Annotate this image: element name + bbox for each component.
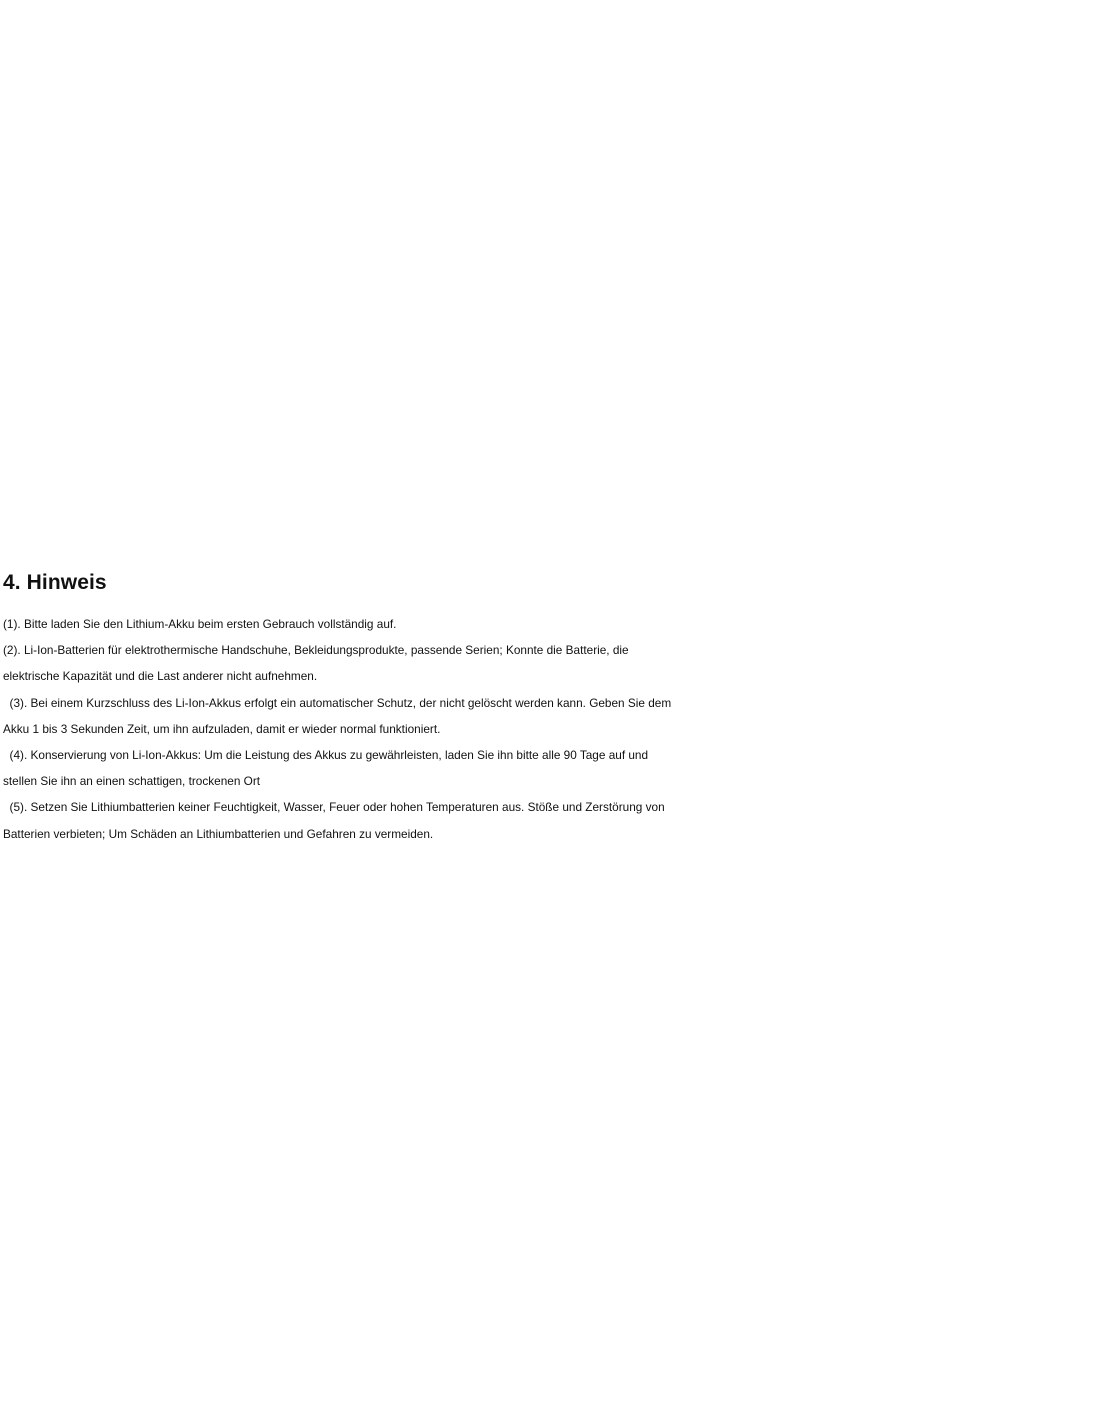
note-line: (1). Bitte laden Sie den Lithium-Akku beim ersten Gebrauch vollständig auf. [3,617,397,631]
note-line: (5). Setzen Sie Lithiumbatterien keiner Feuchtigkeit, Wasser, Feuer oder hohen Temperaturen aus. Stöße und Zerstörung von [3,800,665,815]
note-line: Akku 1 bis 3 Sekunden Zeit, um ihn aufzuladen, damit er wieder normal funktioniert. [3,721,441,736]
note-line: (2). Li-Ion-Batterien für elektrothermische Handschuhe, Bekleidungsprodukte, passende Serien; Konnte die Batterie, die [3,643,629,658]
note-line: stellen Sie ihn an einen schattigen, trockenen Ort [3,774,261,789]
section-heading: 4. Hinweis [3,571,107,594]
note-line: (4). Konservierung von Li-Ion-Akkus: Um die Leistung des Akkus zu gewährleisten, laden Sie ihn bitte alle 90 Tage auf und [3,748,649,763]
note-line: (3). Bei einem Kurzschluss des Li-Ion-Akkus erfolgt ein automatischer Schutz, der nicht gelöscht werden kann. Geben Sie dem [3,695,672,710]
note-line: elektrische Kapazität und die Last anderer nicht aufnehmen. [3,669,318,684]
notes-section [3,568,1100,847]
note-line: Batterien verbieten; Um Schäden an Lithiumbatterien und Gefahren zu vermeiden. [3,826,434,841]
